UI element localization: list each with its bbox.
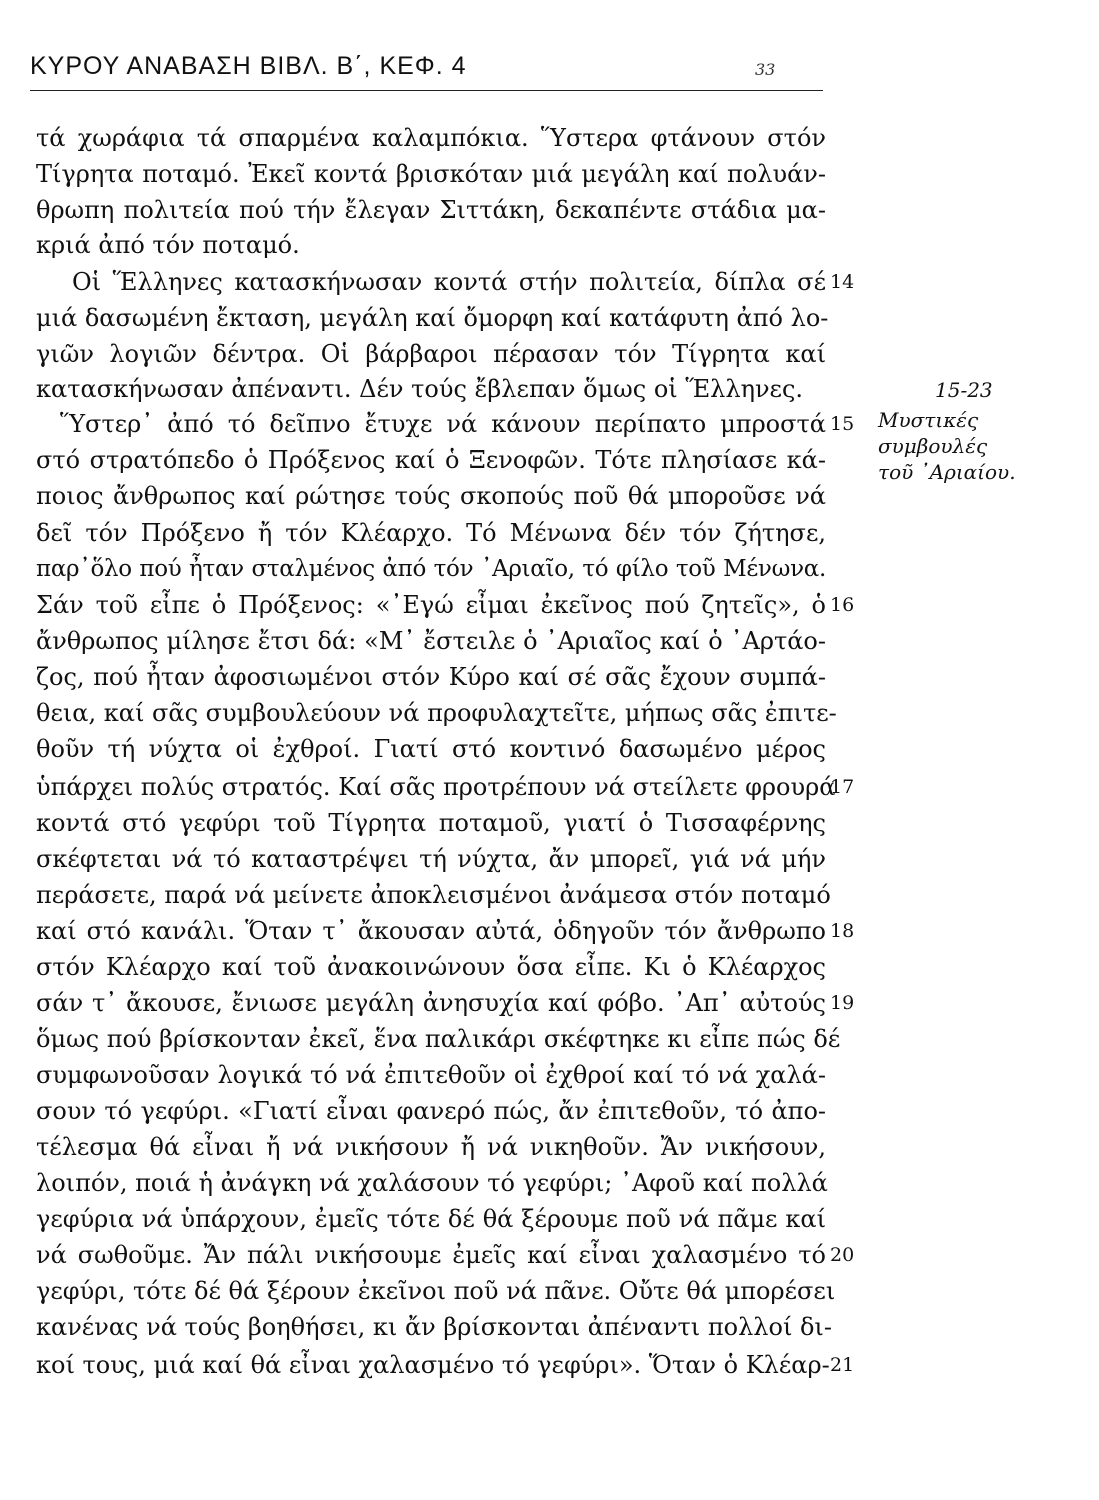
text-line: ὑπάρχει πολύς στρατός. Καί σᾶς προτρέπουν νά στείλετε φρουρά <box>36 773 836 801</box>
section-number: 17 <box>830 776 855 798</box>
text-line: θοῦν τή νύχτα οἱ ἐχθροί. Γιατί στό κοντινό δασωμένο μέρος <box>36 735 826 763</box>
text-line: μιά δασωμένη ἔκταση, μεγάλη καί ὄμορφη καί κατάφυτη ἀπό λο- <box>36 304 829 332</box>
text-line: παρ᾽ὅλο πού ἦταν σταλμένος ἀπό τόν ᾽Αριαῖο, τό φίλο τοῦ Μένωνα. <box>36 556 826 582</box>
text-line: κοντά στό γεφύρι τοῦ Τίγρητα ποταμοῦ, γιατί ὁ Τισσαφέρνης <box>36 809 826 837</box>
text-line: κανένας νά τούς βοηθήσει, κι ἄν βρίσκονται ἀπέναντι πολλοί δι- <box>36 1313 832 1341</box>
side-note-range: 15-23 <box>935 378 993 402</box>
text-line: θεια, καί σᾶς συμβουλεύουν νά προφυλαχτεῖτε, μήπως σᾶς ἐπιτε- <box>36 699 837 727</box>
text-line: καί στό κανάλι. Ὅταν τ᾽ ἄκουσαν αὐτά, ὁδηγοῦν τόν ἄνθρωπο <box>36 917 826 945</box>
text-line: ποιος ἄνθρωπος καί ρώτησε τούς σκοπούς ποῦ θά μποροῦσε νά <box>36 482 826 510</box>
running-head <box>30 52 830 92</box>
text-line: γιῶν λογιῶν δέντρα. Οἱ βάρβαροι πέρασαν τόν Τίγρητα καί <box>36 340 826 368</box>
side-note-line: τοῦ ᾽Αριαίου. <box>878 460 1016 484</box>
header-rule <box>30 90 823 91</box>
text-line: σκέφτεται νά τό καταστρέψει τή νύχτα, ἄν μπορεῖ, γιά νά μήν <box>36 845 826 873</box>
text-line: ἄνθρωπος μίλησε ἔτσι δά: «Μ᾽ ἔστειλε ὁ ᾽Αριαῖος καί ὁ ᾽Αρτάο- <box>36 627 826 655</box>
text-line: θρωπη πολιτεία πού τήν ἔλεγαν Σιττάκη, δεκαπέντε στάδια μα- <box>36 196 826 224</box>
text-line: κοί τους, μιά καί θά εἶναι χαλασμένο τό γεφύρι». Ὅταν ὁ Κλέαρ- <box>36 1351 830 1379</box>
text-line: περάσετε, παρά νά μείνετε ἀποκλεισμένοι ἀνάμεσα στόν ποταμό <box>36 881 831 909</box>
text-line: Ὕστερ᾽ ἀπό τό δεῖπνο ἔτυχε νά κάνουν περίπατο μπροστά <box>60 410 826 438</box>
text-line: συμφωνοῦσαν λογικά τό νά ἐπιτεθοῦν οἱ ἐχθροί καί τό νά χαλά- <box>36 1061 826 1089</box>
section-number: 18 <box>830 920 855 942</box>
text-line: σάν τ᾽ ἄκουσε, ἔνιωσε μεγάλη ἀνησυχία καί φόβο. ᾽Απ᾽ αὐτούς <box>36 989 826 1017</box>
text-line: κατασκήνωσαν ἀπέναντι. Δέν τούς ἔβλεπαν ὅμως οἱ Ἕλληνες. <box>36 375 804 403</box>
text-line: λοιπόν, ποιά ἡ ἀνάγκη νά χαλάσουν τό γεφύρι; ᾽Αφοῦ καί πολλά <box>36 1169 828 1197</box>
side-note-line: Μυστικές <box>878 408 979 432</box>
side-note-line: συμβουλές <box>878 434 988 458</box>
book-chapter-title: ΚΥΡΟΥ ΑΝΑΒΑΣΗ ΒΙΒΛ. Β΄, ΚΕΦ. 4 <box>30 52 467 80</box>
text-line: τέλεσμα θά εἶναι ἤ νά νικήσουν ἤ νά νικηθοῦν. Ἄν νικήσουν, <box>36 1133 826 1161</box>
text-line: δεῖ τόν Πρόξενο ἤ τόν Κλέαρχο. Τό Μένωνα δέν τόν ζήτησε, <box>36 519 826 547</box>
text-line: στό στρατόπεδο ὁ Πρόξενος καί ὁ Ξενοφῶν. Τότε πλησίασε κά- <box>36 446 826 474</box>
text-line: γεφύρι, τότε δέ θά ξέρουν ἐκεῖνοι ποῦ νά πᾶνε. Οὔτε θά μπορέσει <box>36 1277 836 1305</box>
text-line: ὅμως πού βρίσκονταν ἐκεῖ, ἕνα παλικάρι σκέφτηκε κι εἶπε πώς δέ <box>36 1025 841 1053</box>
text-line: Σάν τοῦ εἶπε ὁ Πρόξενος: «᾽Εγώ εἶμαι ἐκεῖνος πού ζητεῖς», ὁ <box>36 591 826 619</box>
text-line: γεφύρια νά ὑπάρχουν, ἐμεῖς τότε δέ θά ξέρουμε ποῦ νά πᾶμε καί <box>36 1205 826 1233</box>
text-line: Τίγρητα ποταμό. Ἐκεῖ κοντά βρισκόταν μιά μεγάλη καί πολυάν- <box>36 160 826 188</box>
section-number: 14 <box>830 271 855 293</box>
section-number: 15 <box>830 413 855 435</box>
text-line: σουν τό γεφύρι. «Γιατί εἶναι φανερό πώς, ἄν ἐπιτεθοῦν, τό ἀπο- <box>36 1097 826 1125</box>
section-number: 20 <box>830 1244 855 1266</box>
section-number: 19 <box>830 992 855 1014</box>
section-number: 21 <box>830 1354 855 1376</box>
section-number: 16 <box>830 594 855 616</box>
text-line: τά χωράφια τά σπαρμένα καλαμπόκια. Ὕστερα φτάνουν στόν <box>36 124 826 152</box>
text-line: ζος, πού ἦταν ἀφοσιωμένοι στόν Κύρο καί σέ σᾶς ἔχουν συμπά- <box>36 663 826 691</box>
text-line: στόν Κλέαρχο καί τοῦ ἀνακοινώνουν ὅσα εἶπε. Κι ὁ Κλέαρχος <box>36 953 826 981</box>
text-line: νά σωθοῦμε. Ἄν πάλι νικήσουμε ἐμεῖς καί εἶναι χαλασμένο τό <box>36 1241 826 1269</box>
text-line: Οἱ Ἕλληνες κατασκήνωσαν κοντά στήν πολιτεία, δίπλα σέ <box>72 268 826 296</box>
text-line: κριά ἀπό τόν ποταμό. <box>36 231 300 259</box>
page-number: 33 <box>755 60 776 79</box>
